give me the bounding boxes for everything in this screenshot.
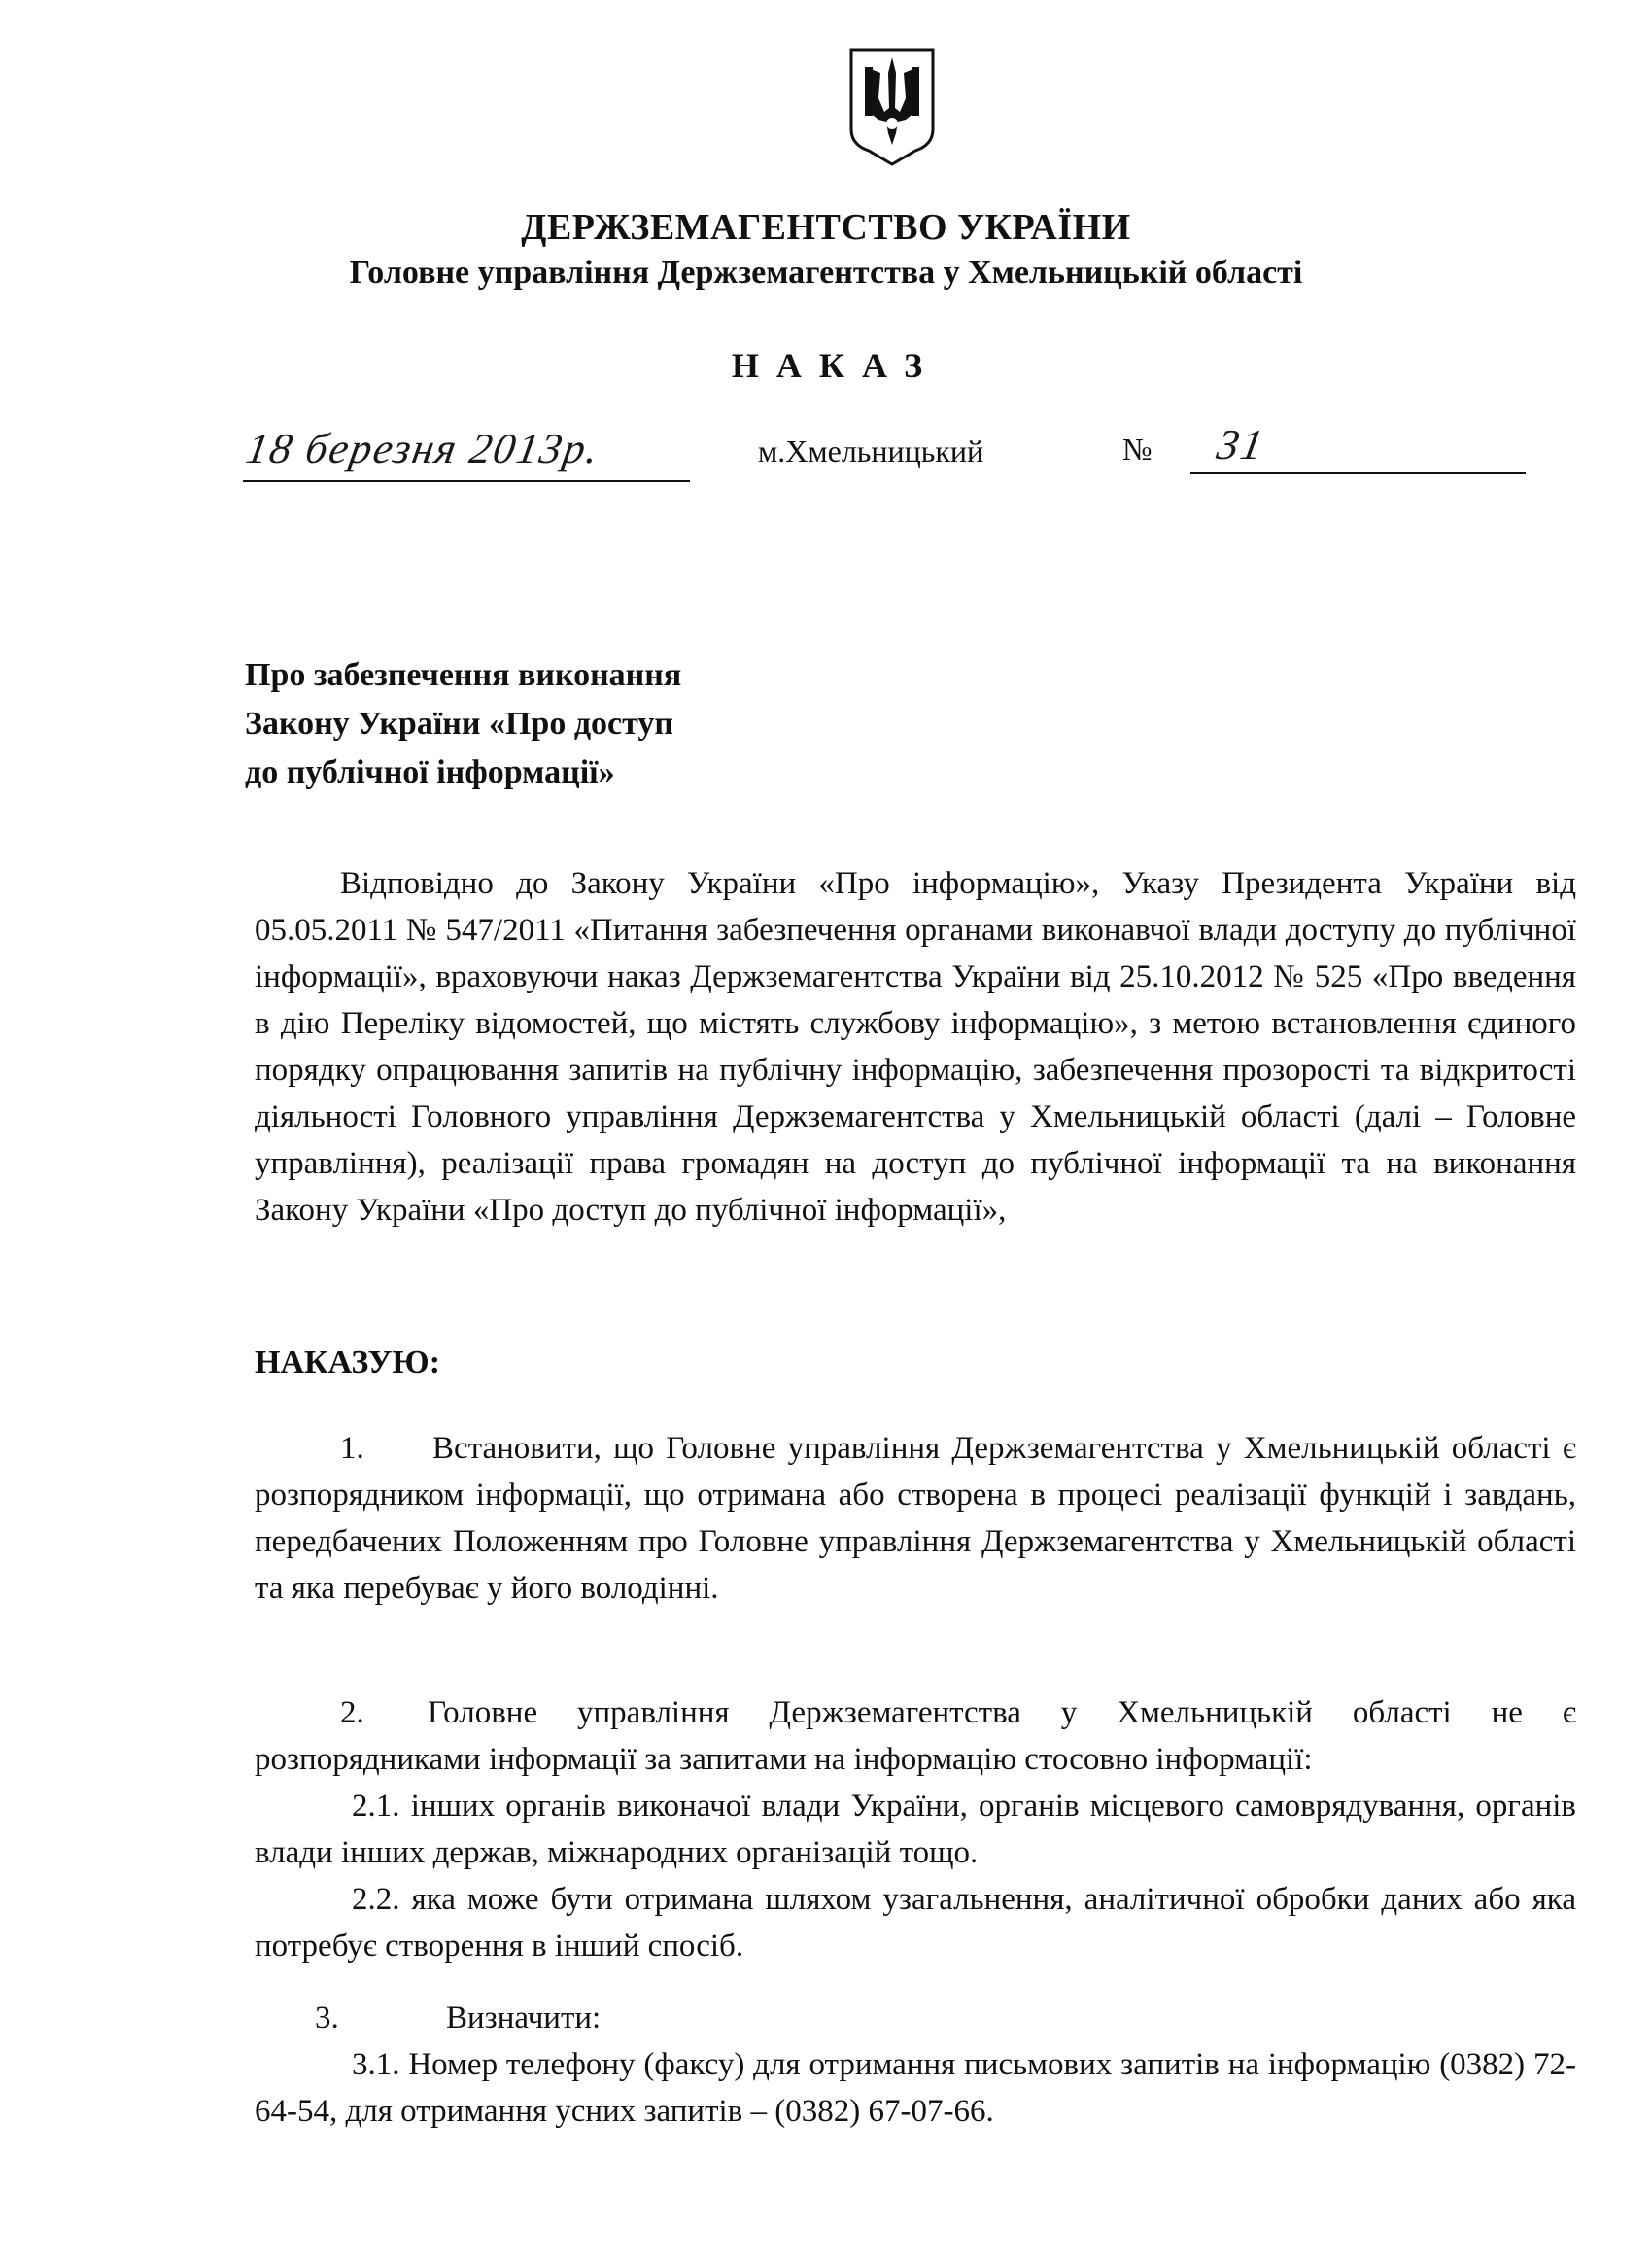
document-subject [245, 651, 681, 797]
item-2 [255, 1689, 1576, 1969]
sub-agency-name: Головне управління Держземагентства у Хмельницькій області [349, 255, 1303, 291]
subitem-2-2 [255, 1876, 1576, 1969]
item-number: 3. [315, 2000, 339, 2035]
subitem-text: яка може бути отримана шляхом узагальнення, аналітичної обробки даних або яка потребує створення в інший спосіб. [255, 1882, 1576, 1964]
item-number: 2. [340, 1695, 364, 1730]
order-word: НАКАЗУЮ: [255, 1344, 441, 1380]
date-field [242, 425, 690, 482]
subitem-3-1 [255, 2041, 1576, 2135]
subject-line: до публічної інформації» [245, 754, 615, 790]
subject-line: Закону України «Про доступ [245, 706, 673, 742]
agency-name: ДЕРЖЗЕМАГЕНТСТВО УКРАЇНИ [521, 207, 1131, 248]
handwritten-number: 31 [1213, 421, 1269, 469]
subitem-number: 3.1. [352, 2047, 400, 2082]
item-1 [255, 1425, 1576, 1612]
subitem-2-1 [255, 1783, 1576, 1876]
preamble [255, 860, 1576, 1234]
subitem-number: 2.1. [352, 1789, 400, 1824]
subitem-number: 2.2. [352, 1882, 400, 1917]
item-number: 1. [340, 1431, 364, 1466]
document-type: НАКАЗ [731, 346, 941, 385]
subitem-text: інших органів виконачої влади України, органів місцевого самоврядування, органів влади інших держав, міжнародних організацій тощо. [255, 1789, 1576, 1870]
item-text: Головне управління Держземагентства у Хмельницькій області не є розпорядниками інформації за запитами на інформацію стосовно інформації: [255, 1695, 1576, 1777]
preamble-text: Відповідно до Закону України «Про інформацію», Указу Президента України від 05.05.2011 № 547/2011 «Питання забезпечення органами виконавчої влади доступу до публічної інформації», враховуючи наказ Держземагентства України від 25.10.2012 № 525 «Про введення в дію Переліку відомостей, що містять службову інформацію», з метою встановлення єдиного порядку опрацювання запитів на публічну інформацію, забезпечення прозорості та відкритості діяльності Головного управління Держземагентства у Хмельницькій області (далі – Головне управління), реалізації права громадян на доступ до публічної інформації та на виконання Закону України «Про доступ до публічної інформації», [255, 866, 1576, 1228]
handwritten-date: 18 березня 2013р. [242, 425, 604, 472]
number-field [1190, 421, 1526, 474]
subject-line: Про забезпечення виконання [245, 657, 682, 693]
number-label: № [1122, 432, 1153, 467]
document-meta [242, 421, 1526, 486]
city: м.Хмельницький [758, 434, 984, 469]
item-3 [255, 1995, 1576, 2135]
item-text: Встановити, що Головне управління Держземагентства у Хмельницькій області є розпорядником інформації, що отримана або створена в процесі реалізації функцій і завдань, передбачених Положенням про Головне управління Держземагентства у Хмельницькій області та яка перебуває у його володінні. [255, 1431, 1576, 1606]
item-text: Визначити: [446, 2000, 602, 2035]
coat-of-arms-icon [843, 44, 941, 170]
subitem-text: Номер телефону (факсу) для отримання письмових запитів на інформацію (0382) 72-64-54, для отримання усних запитів – (0382) 67-07-66. [255, 2047, 1577, 2129]
